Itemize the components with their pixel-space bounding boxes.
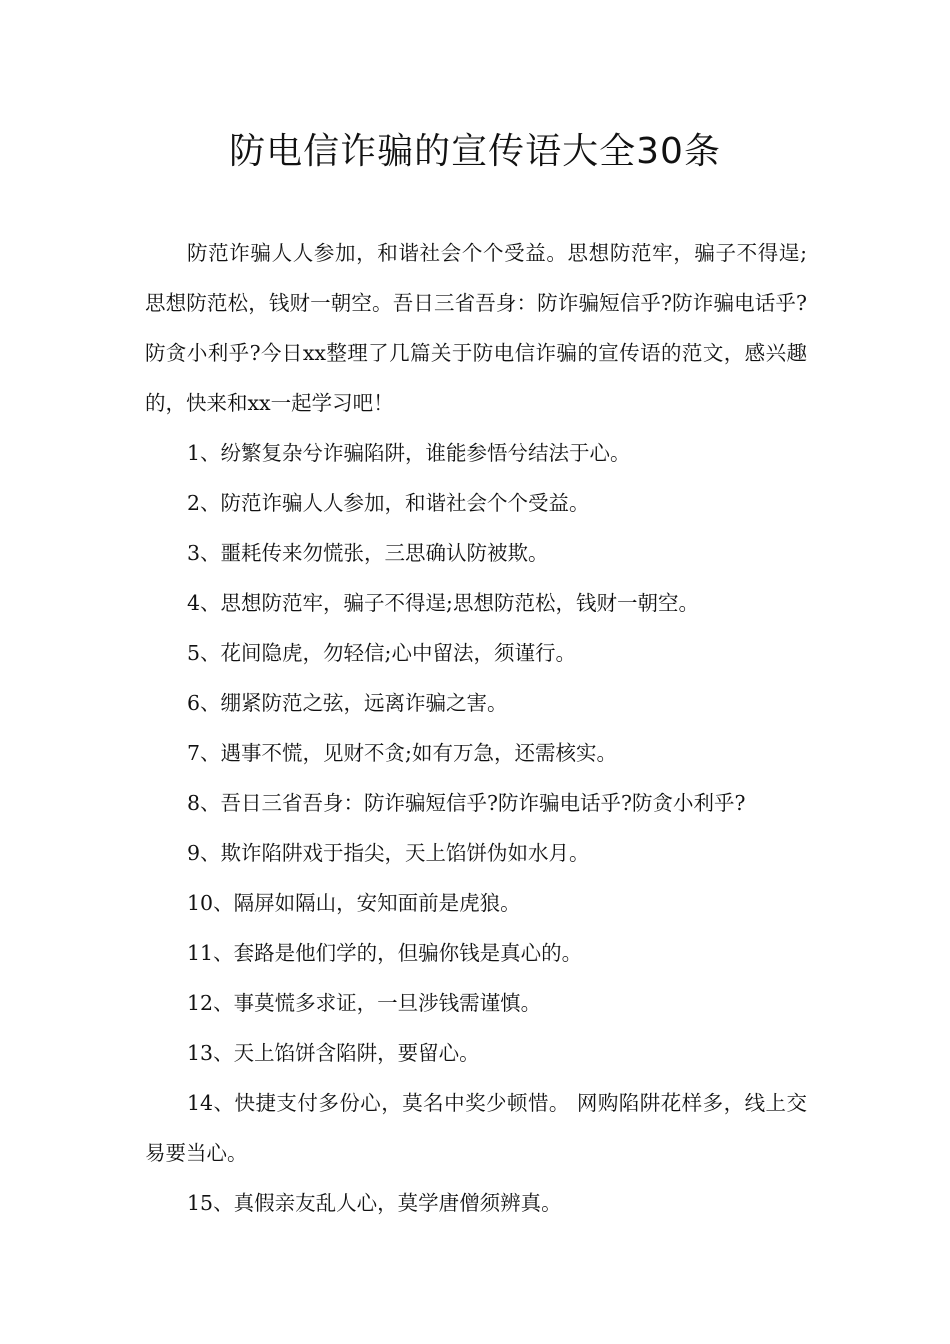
list-item: 4、思想防范牢，骗子不得逞;思想防范松，钱财一朝空。: [187, 591, 699, 615]
document-title: 防电信诈骗的宣传语大全30条: [229, 131, 721, 172]
list-item: 6、绷紧防范之弦，远离诈骗之害。: [187, 691, 508, 715]
list-item: 3、噩耗传来勿慌张，三思确认防被欺。: [187, 541, 549, 565]
list-item: 5、花间隐虎，勿轻信;心中留法，须谨行。: [187, 641, 576, 665]
list-item: 1、纷繁复杂兮诈骗陷阱，谁能参悟兮结法于心。: [187, 441, 631, 465]
list-item: 13、天上馅饼含陷阱，要留心。: [187, 1041, 480, 1065]
list-item: 8、吾日三省吾身：防诈骗短信乎?防诈骗电话乎?防贪小利乎?: [187, 791, 746, 815]
document-body: [145, 228, 807, 1228]
intro-paragraph: 防范诈骗人人参加，和谐社会个个受益。思想防范牢，骗子不得逞;思想防范松，钱财一朝空。吾日三省吾身：防诈骗短信乎?防诈骗电话乎?防贪小利乎?今日xx整理了几篇关于防电信诈骗的宣传语的范文，感兴趣的，快来和xx一起学习吧！: [145, 241, 807, 415]
list-item: 9、欺诈陷阱戏于指尖，天上馅饼伪如水月。: [187, 841, 590, 865]
list-item: 15、真假亲友乱人心，莫学唐僧须辨真。: [187, 1191, 562, 1215]
list-item: 11、套路是他们学的，但骗你钱是真心的。: [187, 941, 583, 965]
list-item: 14、快捷支付多份心，莫名中奖少顿惜。 网购陷阱花样多，线上交易要当心。: [145, 1091, 807, 1165]
list-item: 10、隔屏如隔山，安知面前是虎狼。: [187, 891, 521, 915]
list-item: 12、事莫慌多求证，一旦涉钱需谨慎。: [187, 991, 542, 1015]
list-item: 7、遇事不慌，见财不贪;如有万急，还需核实。: [187, 741, 617, 765]
list-item: 2、防范诈骗人人参加，和谐社会个个受益。: [187, 491, 590, 515]
